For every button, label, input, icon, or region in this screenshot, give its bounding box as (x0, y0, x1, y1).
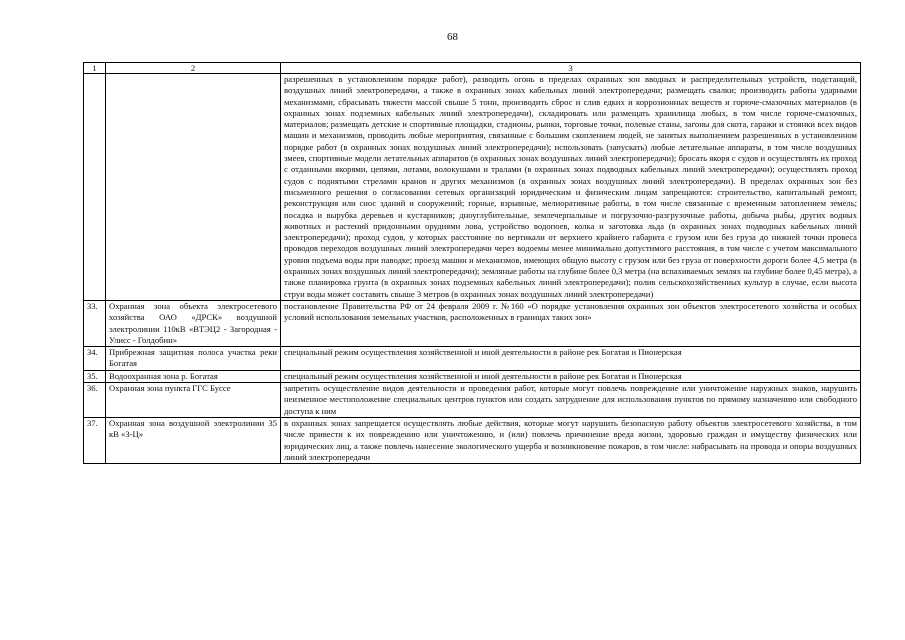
row-number-cell (84, 74, 106, 301)
zone-name-cell (106, 74, 281, 301)
zone-name: Водоохранная зона р. Богатая (106, 370, 281, 382)
zone-name: Прибрежная защитная полоса участка реки Богатая (106, 347, 281, 371)
table-row (84, 383, 861, 418)
table-row (84, 417, 861, 463)
header-col-3: 3 (281, 63, 861, 74)
zone-name: Охранная зона объекта электросетевого хозяйства ОАО «ДРСК» воздушной электролинии 110кВ «ВТЭЦ2 - Загородная - Улисс - Голдобин» (106, 300, 281, 346)
table-header-row (84, 63, 861, 74)
table-row (84, 300, 861, 346)
row-number: 33. (84, 300, 106, 346)
header-col-1: 1 (84, 63, 106, 74)
page-number: 68 (447, 31, 458, 43)
row-number: 34. (84, 347, 106, 371)
zone-name: Охранная зона пункта ГГС Буссе (106, 383, 281, 418)
restrictions-text: запретить осуществление видов деятельности и проведения работ, которые могут повлечь повреждение или уничтожение наружных знаков, нарушить неизменное местоположение специальных центров пунктов или создать затруднение для использования пунктов по прямому назначению или свободного доступа к ним (281, 383, 861, 418)
header-col-2: 2 (106, 63, 281, 74)
table-row (84, 370, 861, 382)
table-row-continuation (84, 74, 861, 301)
restrictions-text: специальный режим осуществления хозяйственной и иной деятельности в районе рек Богатая и Пионерская (281, 370, 861, 382)
row-number: 36. (84, 383, 106, 418)
restrictions-text: в охранных зонах запрещается осуществлять любые действия, которые могут нарушить безопасную работу объектов электросетевого хозяйства, в том числе привести к их повреждению или уничтожению, и (или) повлечь причинение вреда жизни, здоровью граждан и имуществу физических или юридических лиц, а также повлечь нанесение экологического ущерба и возникновение пожаров, в том числе: набрасывать на провода и опоры воздушных линий электропередачи (281, 417, 861, 463)
restrictions-text: постановление Правительства РФ от 24 февраля 2009 г. №160 «О порядке установления охранных зон объектов электросетевого хозяйства и особых условий использования земельных участков, расположенных в границах таких зон» (281, 300, 861, 346)
row-number: 37. (84, 417, 106, 463)
row-number: 35. (84, 370, 106, 382)
zone-name: Охранная зона воздушной электролинии 35 кВ «З-Ц» (106, 417, 281, 463)
table-row (84, 347, 861, 371)
restrictions-text: специальный режим осуществления хозяйственной и иной деятельности в районе рек Богатая и Пионерская (281, 347, 861, 371)
restrictions-cell: разрешенных в установленном порядке работ), разводить огонь в пределах охранных зон вводных и распределительных устройств, подстанций, воздушных линий электропередачи, а также в охранных зонах кабельных линий электропередачи; размещать свалки; производить работы ударными механизмами, сбрасывать тяжести массой свыше 5 тонн, производить сброс и слив едких и коррозионных веществ и горюче-смазочных материалов (в охранных зонах подземных кабельных линий электропередачи), складировать или размещать хранилища любых, в том числе горюче-смазочных, материалов; размещать детские и спортивные площадки, стадионы, рынки, торговые точки, полевые станы, загоны для скота, гаражи и стоянки всех видов машин и механизмов, проводить любые мероприятия, связанные с большим скоплением людей, не занятых выполнением разрешенных в установленном порядке работ (в охранных зонах воздушных линий электропередачи); использовать (запускать) любые летательные аппараты, в том числе воздушных змеев, спортивные модели летательных аппаратов (в охранных зонах воздушных линий электропередачи); бросать якоря с судов и осуществлять их проход с отданными якорями, цепями, лотами, волокушами и тралами (в охранных зонах подводных кабельных линий электропередачи); осуществлять проход судов с поднятыми стрелами кранов и других механизмов (в охранных зонах воздушных линий электропередачи). В пределах охранных зон без письменного решения о согласовании сетевых организаций юридическим и физическим лицам запрещаются: строительство, капитальный ремонт, реконструкция или снос зданий и сооружений; горные, взрывные, мелиоративные работы, в том числе связанные с временным затоплением земель; посадка и вырубка деревьев и кустарников; дноуглубительные, землечерпальные и погрузочно-разгрузочные работы, добыча рыбы, других водных животных и растений придонными орудиями лова, устройство водопоев, колка и заготовка льда (в охранных зонах подводных кабельных линий электропередачи); проход судов, у которых расстояние по вертикали от верхнего крайнего габарита с грузом или без груза до нижней точки провеса проводов переходов воздушных линий электропередачи через водоемы менее минимально допустимого расстояния, в том числе с учетом максимального уровня подъема воды при паводке; проезд машин и механизмов, имеющих общую высоту с грузом или без груза от поверхности дороги более 4,5 метра (в охранных зонах воздушных линий электропередачи); земляные работы на глубине более 0,3 метра (на вспахиваемых землях на глубине более 0,45 метра), а также планировка грунта (в охранных зонах подземных кабельных линий электропередачи); полив сельскохозяйственных культур в случае, если высота струи воды может составить свыше 3 метров (в охранных зонах воздушных линий электропередачи) (281, 74, 861, 301)
restrictions-table (83, 62, 861, 464)
